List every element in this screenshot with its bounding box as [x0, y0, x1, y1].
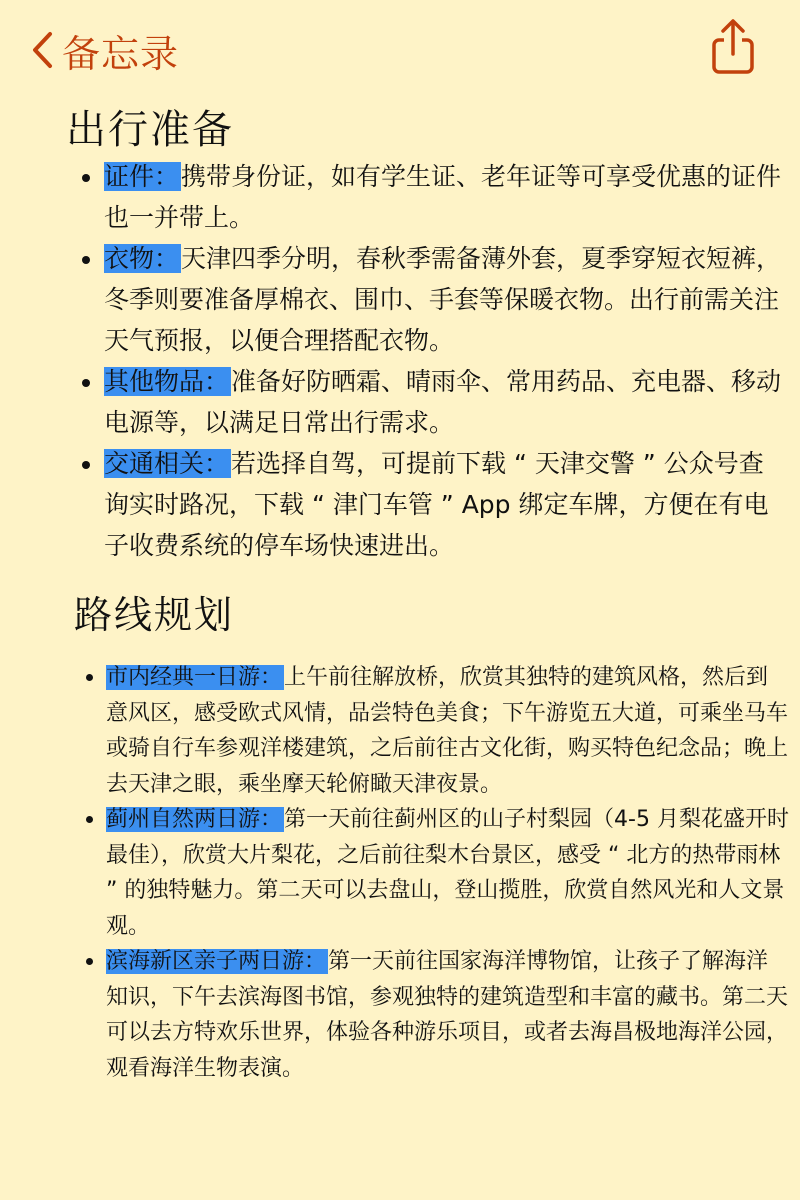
- list-item: [104, 156, 784, 238]
- chevron-left-icon: [30, 30, 56, 70]
- section-title-preparation: 出行准备: [66, 107, 234, 153]
- item-key-highlight: 衣物：: [104, 244, 180, 273]
- list-item: [106, 802, 790, 944]
- list-item: [106, 944, 790, 1086]
- nav-bar: [0, 0, 800, 100]
- item-text: 第一天前往国家海洋博物馆，让孩子了解海洋知识，下午去滨海图书馆，参观独特的建筑造型和丰富的藏书。第二天可以去方特欢乐世界，体验各种游乐项目，或者去海昌极地海洋公园，观看海洋生物表演。: [106, 949, 789, 1081]
- item-key-highlight: 其他物品：: [104, 367, 230, 396]
- item-key-highlight: 交通相关：: [104, 449, 230, 478]
- routes-list: [62, 660, 790, 1086]
- section-title-routes: 路线规划: [74, 593, 235, 637]
- item-text: 天津四季分明，春秋季需备薄外套，夏季穿短衣短裤，冬季则要准备厚棉衣、围巾、手套等保暖衣物。出行前需关注天气预报，以便合理搭配衣物。: [104, 244, 782, 355]
- back-button[interactable]: [30, 22, 179, 78]
- item-key-highlight: 蓟州自然两日游：: [106, 807, 283, 832]
- back-label: 备忘录: [62, 31, 180, 76]
- list-item: [106, 660, 790, 802]
- item-key-highlight: 滨海新区亲子两日游：: [106, 949, 327, 974]
- item-text: 若选择自驾，可提前下载 “ 天津交警 ” 公众号查询实时路况，下载 “ 津门车管 ” App 绑定车牌，方便在有电子收费系统的停车场快速进出。: [104, 449, 769, 560]
- list-item: [104, 238, 784, 361]
- item-text: 上午前往解放桥，欣赏其独特的建筑风格，然后到意风区，感受欧式风情，品尝特色美食；下午游览五大道，可乘坐马车或骑自行车参观洋楼建筑，之后前往古文化街，购买特色纪念品；晚上去天津之眼，乘坐摩天轮俯瞰天津夜景。: [106, 665, 789, 797]
- list-item: [104, 361, 784, 443]
- item-text: 第一天前往蓟州区的山子村梨园（4-5 月梨花盛开时最佳），欣赏大片梨花，之后前往梨木台景区，感受 “ 北方的热带雨林 ” 的独特魅力。第二天可以去盘山，登山揽胜，欣赏自然风光和人文景观。: [106, 807, 789, 939]
- item-text: 准备好防晒霜、晴雨伞、常用药品、充电器、移动电源等，以满足日常出行需求。: [104, 367, 782, 437]
- share-icon: [706, 16, 760, 78]
- item-text: 携带身份证，如有学生证、老年证等可享受优惠的证件也一并带上。: [104, 162, 782, 232]
- preparation-list: [56, 156, 784, 566]
- share-button[interactable]: [706, 16, 760, 78]
- list-item: [104, 443, 784, 566]
- item-key-highlight: 证件：: [104, 162, 180, 191]
- item-key-highlight: 市内经典一日游：: [106, 665, 283, 690]
